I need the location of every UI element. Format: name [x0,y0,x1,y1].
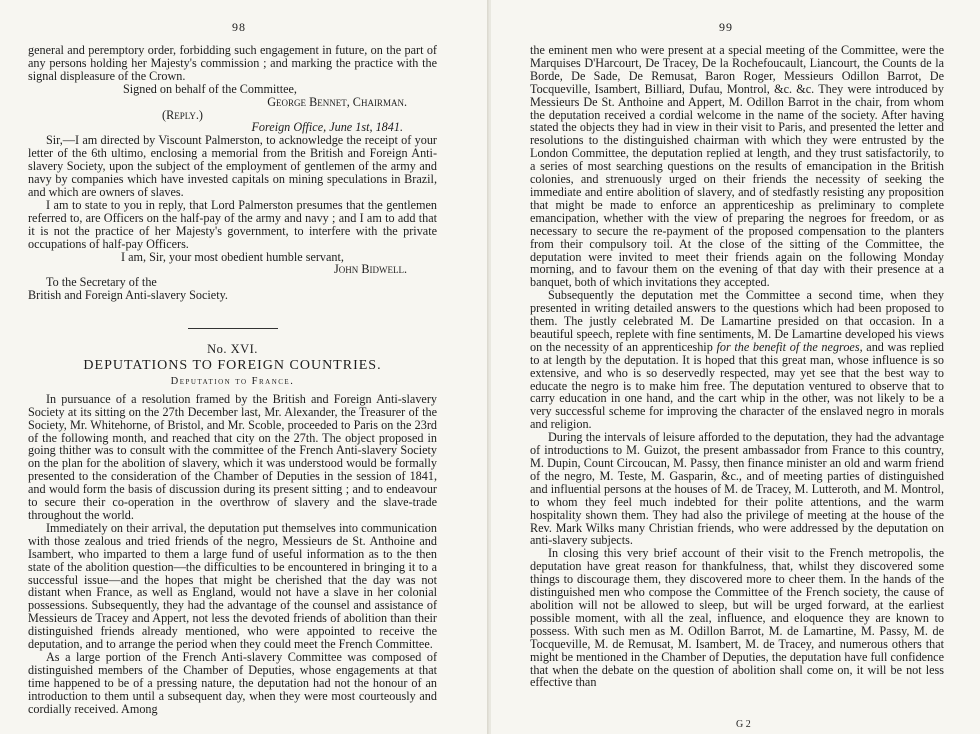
section-divider [188,328,278,329]
right-text-column [530,44,944,689]
paragraph: In pursuance of a resolution framed by the British and Foreign Anti-slavery Society at its sitting on the 27th December last, Mr. Alexander, the Treasurer of the Society, Mr. Whitehorne, of Bristol, and Mr. Scoble, proceeded to Paris on the 23rd of the following month, and reached that city on the 27th. The object proposed in going thither was to consult with the committee of the French Anti-slavery Society on the plan for the abolition of slavery, which it was understood would be formally presented to the consideration of the Chamber of Deputies in the session of 1841, and would form the basis of discussion during its present sitting ; and to endeavour to secure their co-operation in the overthrow of slavery and the slave-trade throughout the world. [28,391,437,522]
paragraph: I am to state to you in reply, that Lord Palmerston presumes that the gentlemen referred to, are Officers on the half-pay of the army and navy ; and I am to add that it is not the practice of her Majesty's government, to interfere with the private occupations of half-pay Officers. [28,197,437,251]
page-number: 99 [719,20,733,34]
right-page [491,0,980,734]
signatory: George Bennet, Chairman. [267,94,407,109]
closing-line: I am, Sir, your most obedient humble servant, [121,249,344,264]
reply-heading: (Reply.) [162,107,203,122]
page-number: 98 [232,20,246,34]
paragraph: During the intervals of leisure afforded to the deputation, they had the advantage of introductions to M. Guizot, the present ambassador from France to this country, M. Dupin, Count Circoucan, M. Passy, then finance minister an old and warm friend of the negro, M. Teste, M. Gasparin, &c., and of meeting parties of distinguished and influential persons at the houses of M. de Tracey, M. Lutteroth, and M. Montrol, to whom they feel much indebted for their polite attentions, and the warm hospitality shown them. They had also the privilege of meeting at the house of the Rev. Mark Wilks many Christian friends, who were addressed by the deputation on anti-slavery subjects. [530,430,944,548]
paragraph: In closing this very brief account of their visit to the French metropolis, the deputation have great reason for thankfulness, that, whilst they discovered some things to discourage them, they discovered more to cheer them. In the hands of the distinguished men who compose the Committee of the French society, the cause of abolition will not be allowed to sleep, but will be urged forward, at the earliest possible moment, with all the zeal, influence, and eloquence they are known to possess. With such men as M. Odillon Barrot, M. de Lamartine, M. Passy, M. de Tocqueville, M. de Remusat, M. Isambert, M. de Tracey, and numerous others that might be mentioned in the Chamber of Deputies, the deputation have full confidence that when the debate on the question of abolition shall come on, it will be not less effective than [530,546,944,690]
paragraph: Sir,—I am directed by Viscount Palmerston, to acknowledge the receipt of your letter of the 6th ultimo, enclosing a memorial from the British and Foreign Anti-slavery Society, upon the subject of the employment of gentlemen of the army and navy by companies which have invested capitals on mining speculations in Brazil, and which are owners of slaves. [28,133,437,199]
addressee: To the Secretary of the [46,275,157,290]
signature-line: Signed on behalf of the Committee, [123,81,297,96]
addressee: British and Foreign Anti-slavery Society. [28,288,228,303]
paragraph: As a large portion of the French Anti-slavery Committee was composed of distinguished members of the Chamber of Deputies, whose engagements at that time happened to be of a pressing nature, the deputation had not the honour of an introduction to them until a subsequent day, when they were most courteously and cordially received. Among [28,649,437,716]
section-title: DEPUTATIONS TO FOREIGN COUNTRIES. [83,358,382,374]
paragraph: the eminent men who were present at a special meeting of the Committee, were the Marquises D'Harcourt, De Tracey, De la Rochefoucault, Liancourt, the Counts de la Borde, De Sade, De Remusat, Baron Roger, Messieurs Odillon Barrot, De Tocqueville, Isambert, Billiard, Dufau, Montrol, &c. &c. They were introduced by Messieurs De St. Anthoine and Appert, M. Odillon Barrot in the chair, from whom the deputation received a cordial welcome in the name of the society. After having stated the objects they had in view in their visit to Paris, and presented the letter and resolutions to the distinguished chairman with which they were entrusted by the London Committee, the deputation replied at length, and they trust satisfactorily, to a series of most searching questions on the results of emancipation in the British colonies, and strenuously urged on their friends the necessity of seeking the immediate and entire abolition of slavery, and of stedfastly resisting any proposition that might be made to enforce an apprenticeship as preliminary to complete emancipation, whether with the view of preparing the negroes for freedom, or as necessary to secure the re-payment of the proposed compensation to the planters from their compulsory toil. At the close of the sitting of the Committee, the deputation were invited to meet their friends again on the following Monday morning, and to favour them on the evening of that day with their presence at a banquet, both of which invitations they accepted. [530,43,944,290]
section-number: No. XVI. [207,342,258,357]
paragraph: Subsequently the deputation met the Committee a second time, when they presented in writing detailed answers to the questions which had been proposed to them. The justly celebrated M. De Lamartine presided on that occasion. In a beautiful speech, replete with fine sentiments, M. De Lamartine developed his views on the necessity of an apprenticeship for the benefit of the negroes, and was replied to at length by the deputation. It is hoped that this great man, whose influence is so extensive, and who is so deservedly respected, may yet see that the best way to educate the negro is to make him free. The deputation ventured to observe that to carry education in one hand, and the cart whip in the other, was not likely to be a very successful scheme for improving the character of the enslaved negro in morals and religion. [530,288,945,432]
left-text-column [28,44,437,716]
signatory: John Bidwell. [334,262,407,277]
paragraph: general and peremptory order, forbidding such engagement in future, on the part of any persons holding her Majesty's commission ; and marking the practice with the signal displeasure of the Crown. [28,43,437,83]
signature-mark: G 2 [736,719,751,730]
subsection-title: Deputation to France. [170,375,295,387]
paragraph: Immediately on their arrival, the deputation put themselves into communication with those zealous and tried friends of the negro, Messieurs de St. Anthoine and Isambert, who imparted to them a large fund of useful information as to the then state of the abolition question—the difficulties to be encountered in bringing it to a successful issue—and the hopes that might be cherished that the day was not distant when France, as well as England, would not have a slave in her colonial possessions. Subsequently, they had the advantage of the counsel and assistance of Messieurs de Tracey and Appert, not less the devoted friends of abolition than their distinguished friends already mentioned, who were appointed to receive the deputation, and to arrange the period when they could meet the French Committee. [28,520,437,652]
left-page [0,0,489,734]
dateline: Foreign Office, June 1st, 1841. [251,120,403,135]
